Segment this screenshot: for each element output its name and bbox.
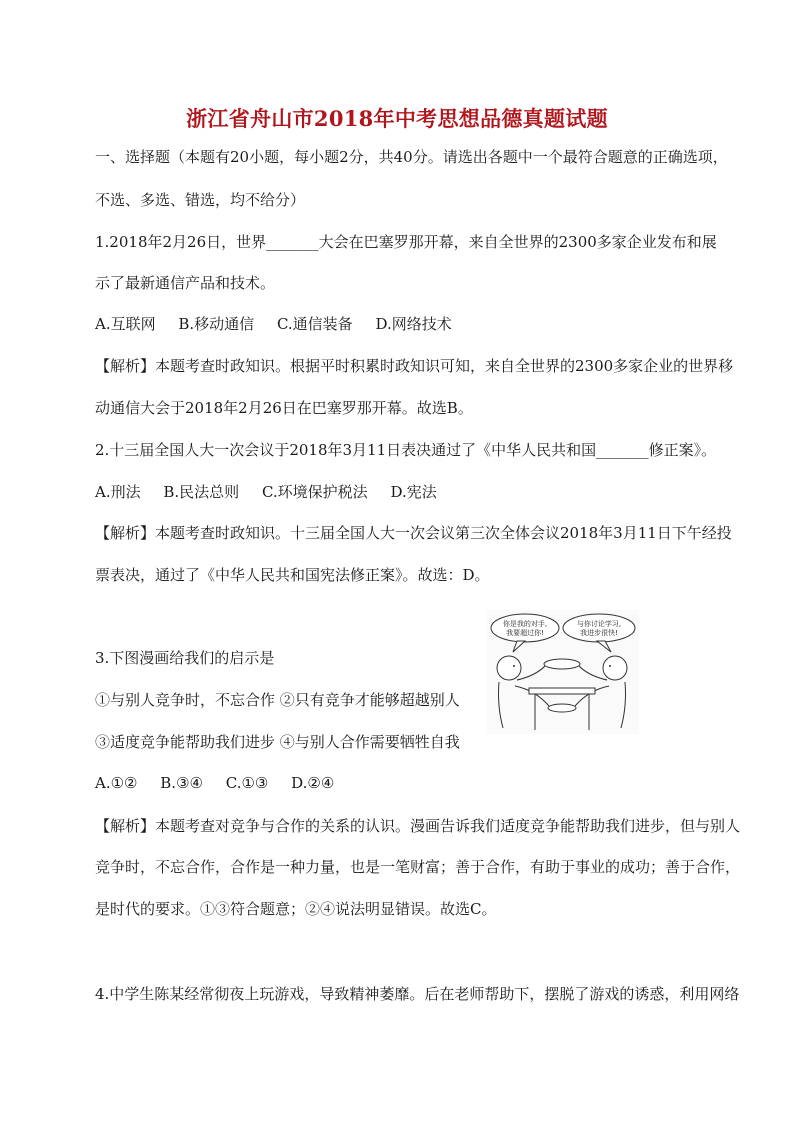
question-3-items-line-2: ③适度竞争能帮助我们进步 ④与别人合作需要牺牲自我 [95, 733, 460, 751]
section-instructions-line-2: 不选、多选、错选，均不给分） [95, 191, 306, 209]
question-1-analysis-line-2: 动通信大会于2018年2月26日在巴塞罗那开幕。故选B。 [95, 399, 473, 417]
right-figure-head [603, 656, 627, 680]
arm-wrestling-cartoon [487, 610, 639, 734]
right-bubble-line-1: 与你讨论学习, [576, 620, 622, 628]
left-bubble-line-2: 我要超过你! [506, 629, 544, 637]
question-3-options [95, 773, 352, 793]
question-3-items-line-1: ①与别人竞争时，不忘合作 ②只有竞争才能够超越别人 [95, 691, 460, 709]
question-3-analysis-line-3: 是时代的要求。①③符合题意；②④说法明显错误。故选C。 [95, 900, 497, 918]
option-d: D.②④ [291, 774, 335, 792]
option-a: A.刑法 [95, 483, 141, 501]
question-1-stem-line-2: 示了最新通信产品和技术。 [95, 274, 276, 292]
option-d: D.宪法 [390, 483, 437, 501]
option-b: B.移动通信 [178, 315, 255, 333]
question-1-options [95, 314, 470, 334]
right-speech-bubble [563, 614, 635, 642]
option-b: B.③④ [160, 774, 203, 792]
option-a: A.互联网 [95, 315, 156, 333]
question-3-analysis-line-2: 竞争时，不忘合作，合作是一种力量，也是一笔财富；善于合作，有助于事业的成功；善于合作， [95, 858, 741, 876]
option-a: A.①② [95, 774, 138, 792]
table [529, 688, 595, 694]
section-instructions-line-1: 一、选择题（本题有20小题，每小题2分，共40分。请选出各题中一个最符合题意的正确选项， [95, 148, 728, 166]
option-b: B.民法总则 [163, 483, 240, 501]
option-c: C.①③ [225, 774, 269, 792]
question-3-stem-line-1: 3.下图漫画给我们的启示是 [95, 649, 275, 667]
question-2-options [95, 482, 455, 502]
option-c: C.环境保护税法 [261, 483, 368, 501]
left-figure-head [497, 656, 521, 680]
option-d: D.网络技术 [375, 315, 452, 333]
right-bubble-line-2: 我进步很快! [580, 629, 618, 637]
question-2-analysis-line-2: 票表决，通过了《中华人民共和国宪法修正案》。故选：D。 [95, 566, 490, 584]
question-1-analysis-line-1: 【解析】本题考查时政知识。根据平时积累时政知识可知，来自全世界的2300多家企业的世界移 [95, 357, 734, 375]
option-c: C.通信装备 [276, 315, 353, 333]
question-1-stem-line-1: 1.2018年2月26日，世界_______大会在巴塞罗那开幕，来自全世界的2300多家企业发布和展 [95, 233, 717, 251]
question-4-stem-line-1: 4.中学生陈某经常彻夜上玩游戏，导致精神萎靡。后在老师帮助下，摆脱了游戏的诱惑，利用网络 [95, 985, 740, 1003]
left-bubble-line-1: 你是我的对手, [502, 620, 548, 628]
page-title: 浙江省舟山市2018年中考思想品德真题试题 [186, 106, 608, 131]
left-speech-bubble [491, 614, 559, 642]
question-2-stem-line-1: 2.十三届全国人大一次会议于2018年3月11日表决通过了《中华人民共和国_______修正案》。 [95, 441, 717, 459]
question-3-analysis-line-1: 【解析】本题考查对竞争与合作的关系的认识。漫画告诉我们适度竞争能帮助我们进步，但与别人 [95, 817, 741, 835]
question-2-analysis-line-1: 【解析】本题考查时政知识。十三届全国人大一次会议第三次全体会议2018年3月11日下午经投 [95, 524, 732, 542]
